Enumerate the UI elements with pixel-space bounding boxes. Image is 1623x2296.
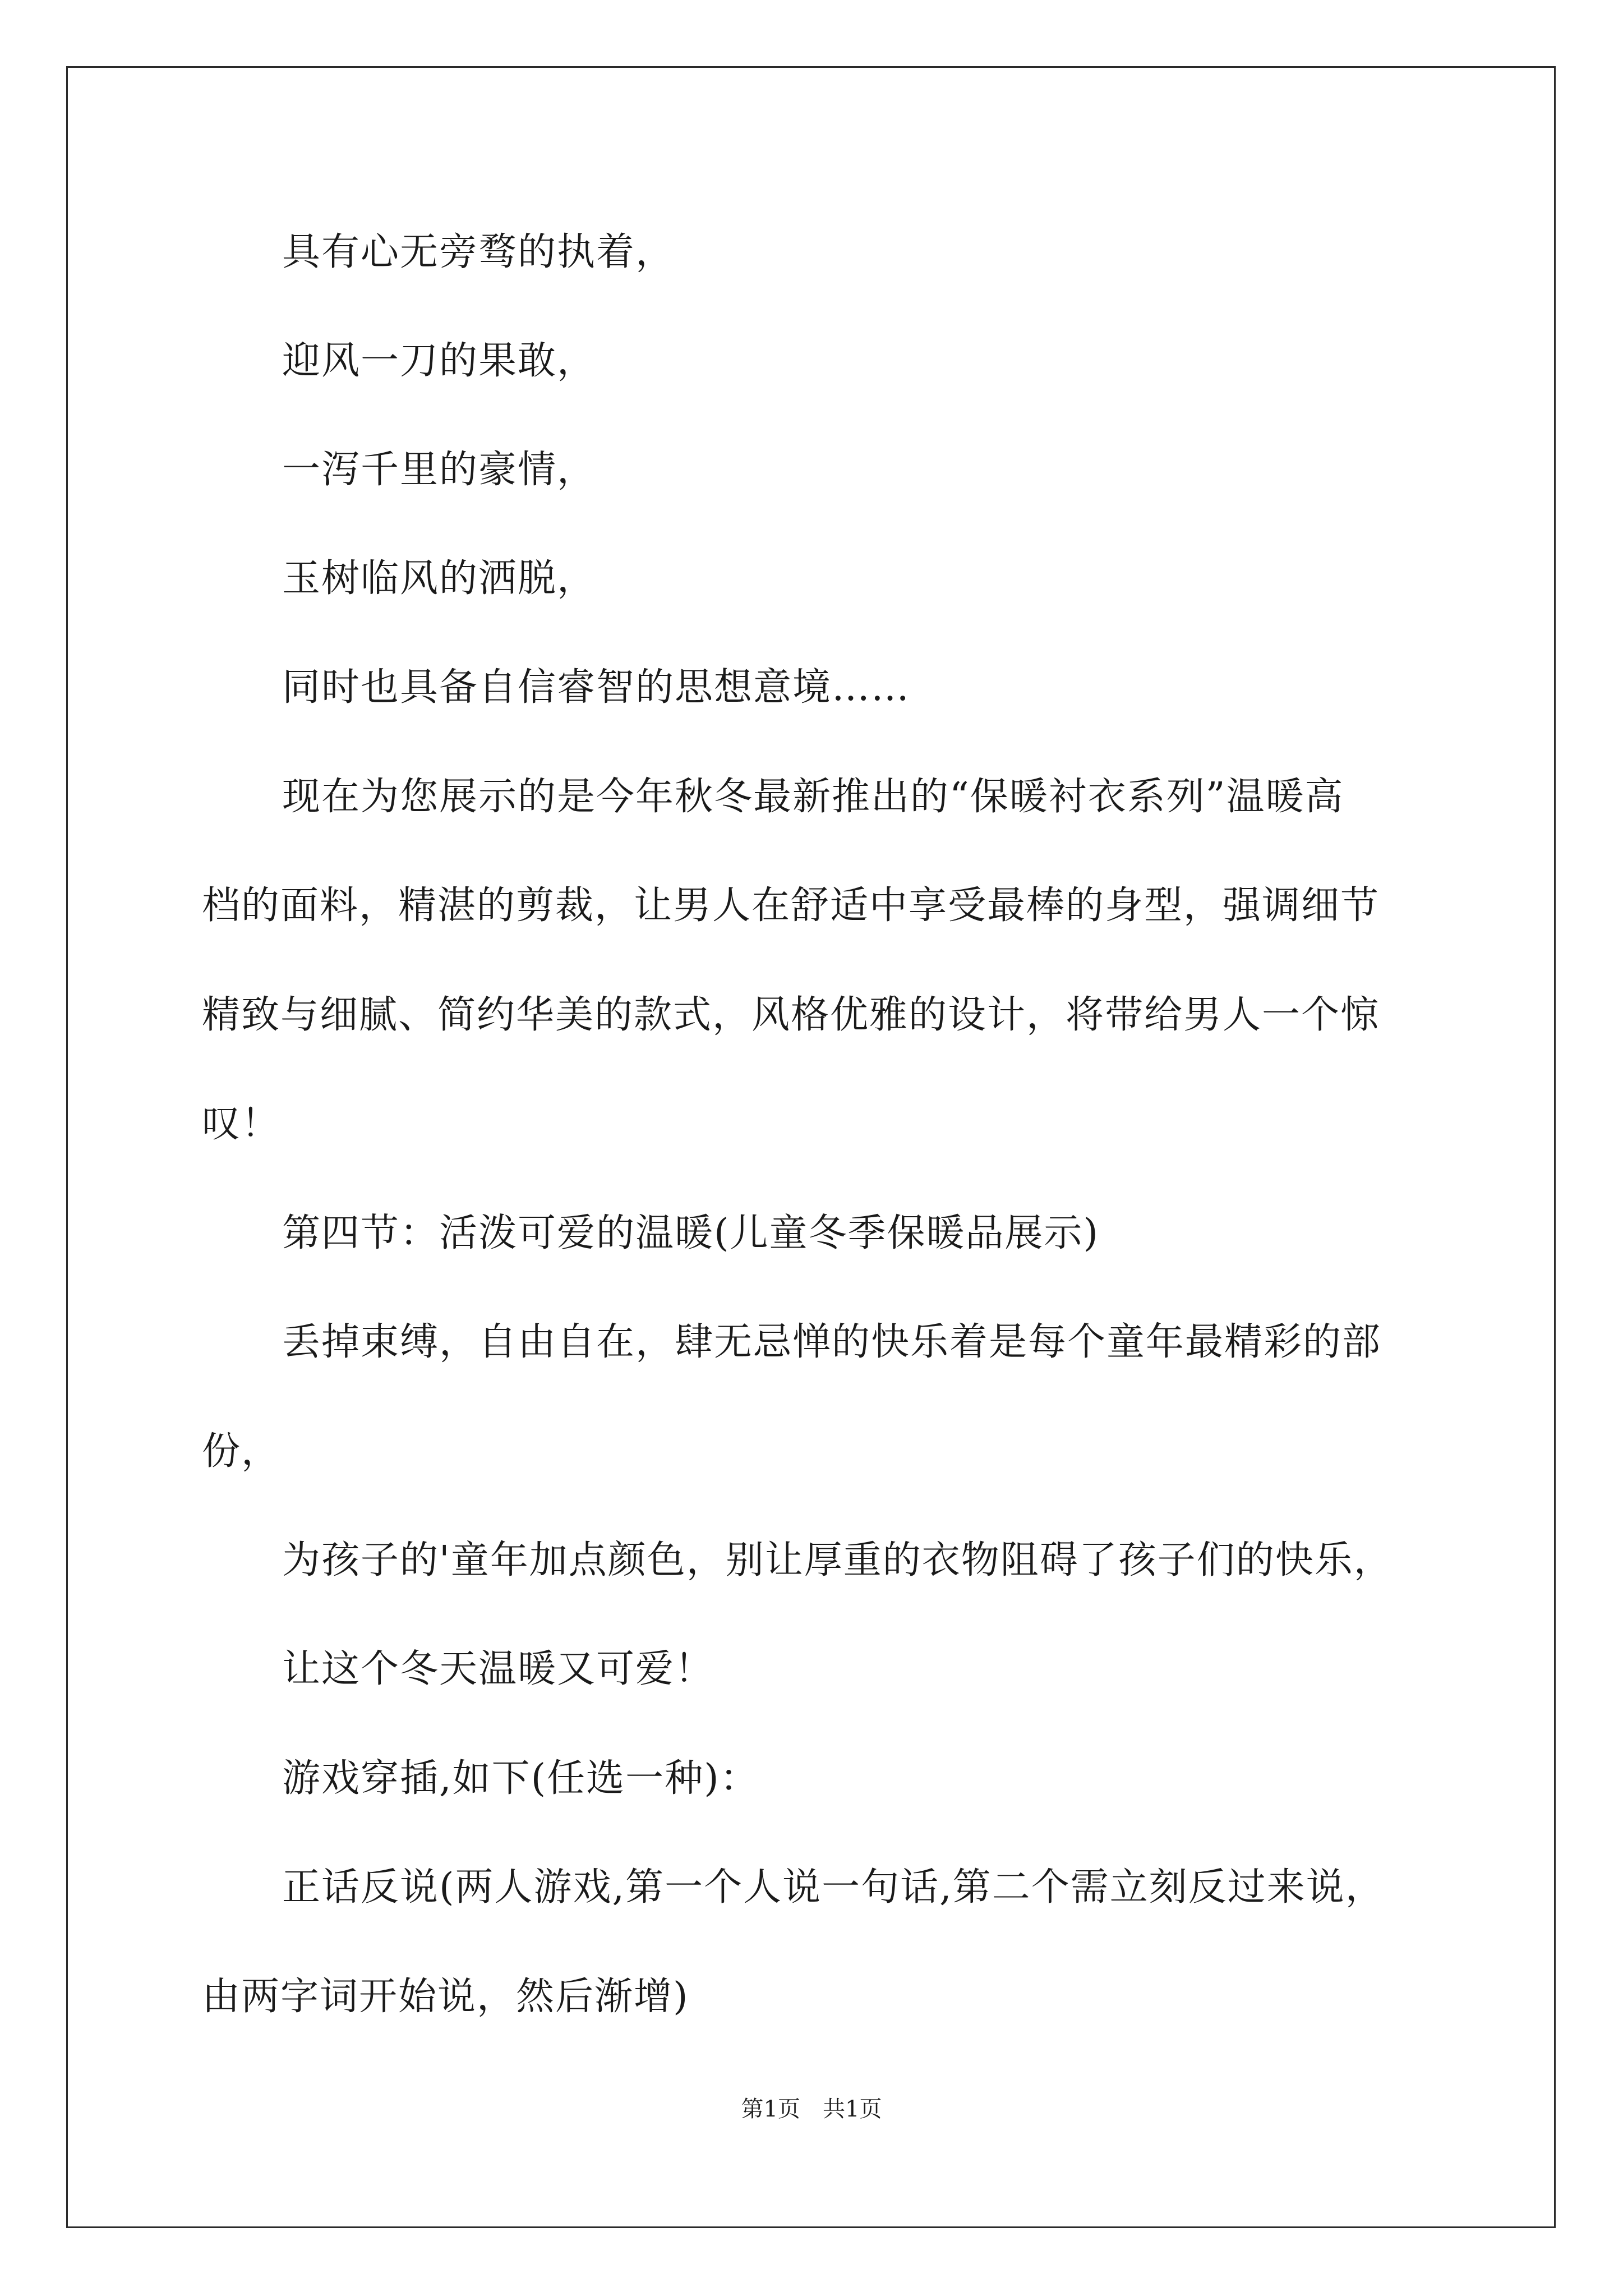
paragraph-line: 迎风一刀的果敢，: [282, 339, 597, 383]
page-footer: 第1页 共1页: [741, 2096, 882, 2122]
paragraph-line: 玉树临风的洒脱，: [282, 556, 597, 601]
paragraph-line: 游戏穿插,如下(任选一种)：: [282, 1756, 759, 1801]
paragraph-line: 份，: [202, 1429, 281, 1474]
paragraph-line: 同时也具备自信睿智的思想意境……: [282, 665, 911, 710]
paragraph-line: 丢掉束缚，自由自在，肆无忌惮的快乐着是每个童年最精彩的部: [282, 1320, 1382, 1364]
paragraph-line: 现在为您展示的是今年秋冬最新推出的“保暖衬衣系列”温暖高: [282, 775, 1344, 819]
paragraph-line: 让这个冬天温暖又可爱！: [282, 1647, 714, 1691]
paragraph-line: 档的面料，精湛的剪裁，让男人在舒适中享受最棒的身型，强调细节: [202, 884, 1380, 928]
paragraph-line: 一泻千里的豪情，: [282, 448, 597, 492]
paragraph-line: 叹！: [202, 1102, 281, 1146]
paragraph-line: 由两字词开始说，然后渐增): [202, 1975, 689, 2019]
paragraph-line: 正话反说(两人游戏,第一个人说一句话,第二个需立刻反过来说，: [282, 1865, 1385, 1910]
paragraph-line: 为孩子的'童年加点颜色，别让厚重的衣物阻碍了孩子们的快乐，: [282, 1538, 1393, 1582]
paragraph-line: 精致与细腻、简约华美的款式，风格优雅的设计，将带给男人一个惊: [202, 993, 1380, 1037]
section-heading: 第四节：活泼可爱的温暖(儿童冬季保暖品展示): [282, 1211, 1100, 1255]
paragraph-line: 具有心无旁骛的执着，: [282, 230, 675, 274]
